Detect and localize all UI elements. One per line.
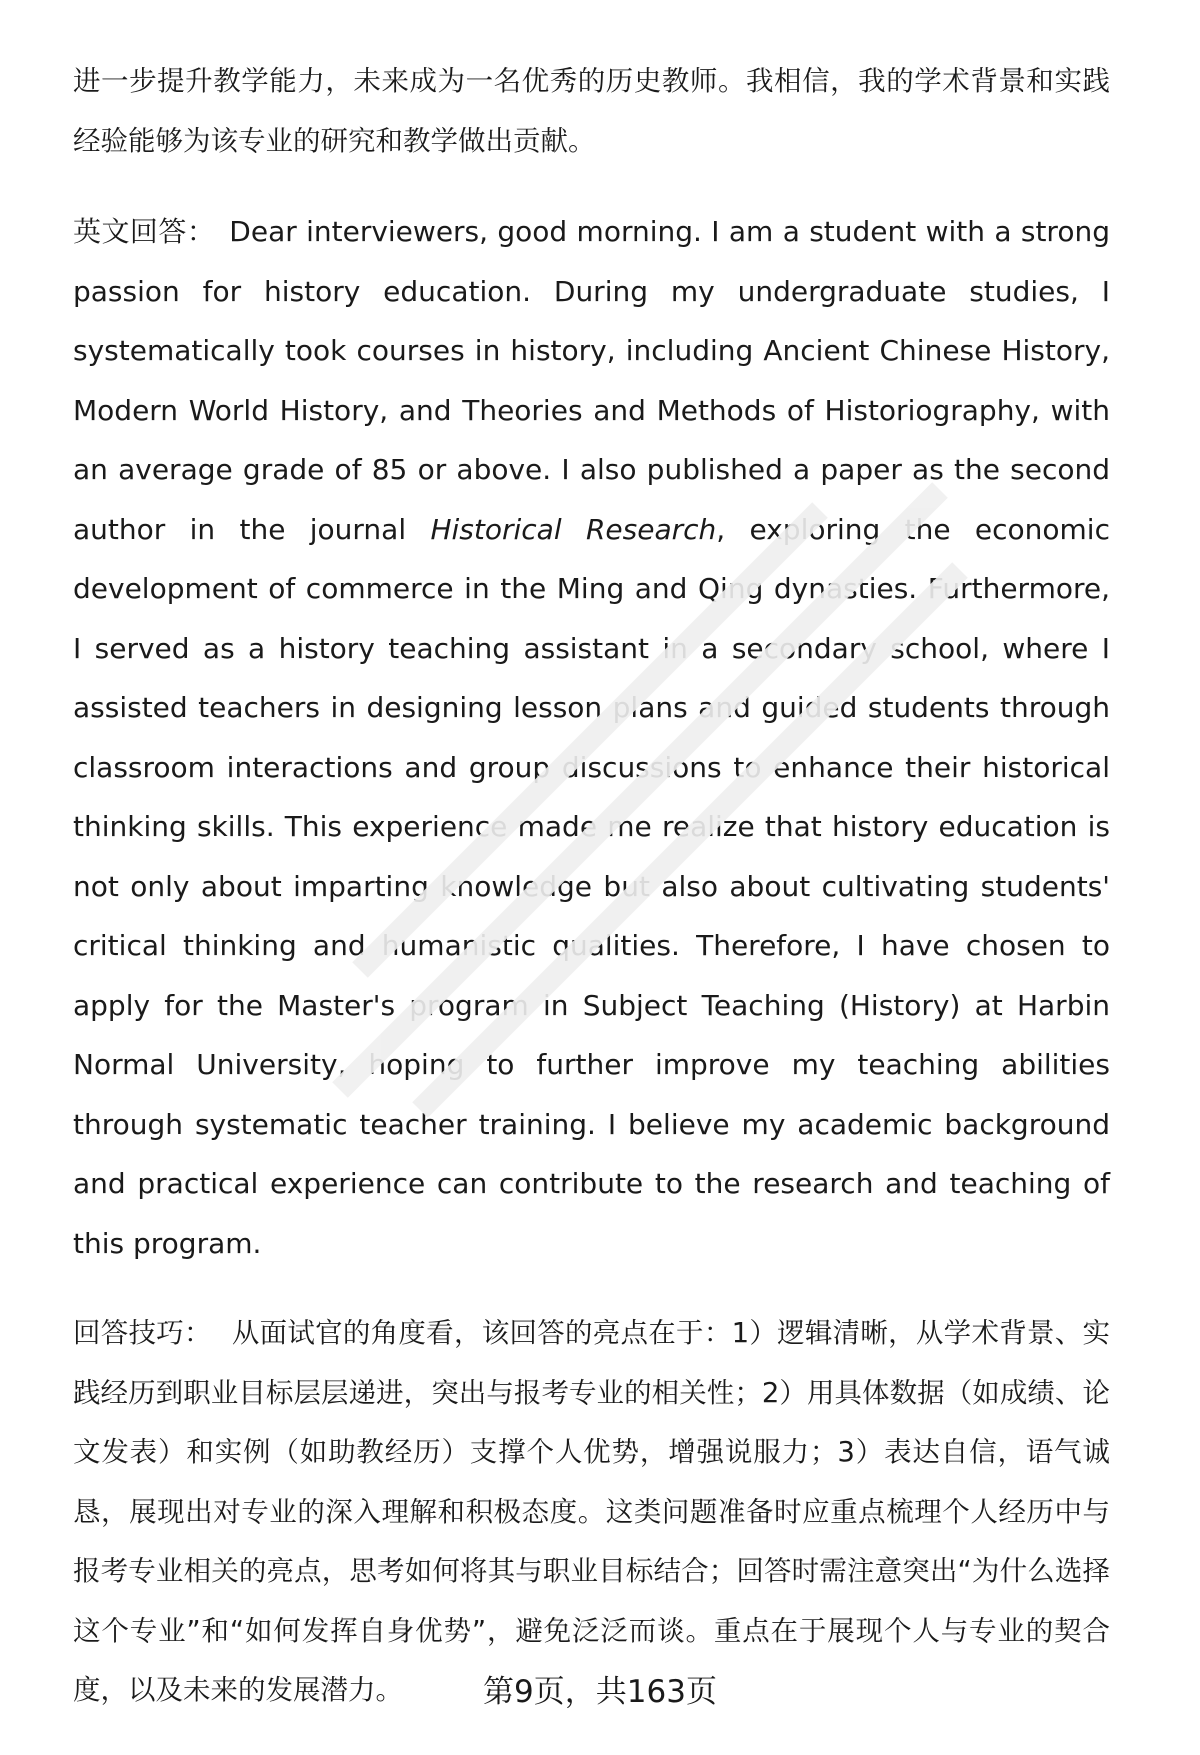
english-answer-paragraph (73, 202, 1110, 1273)
page-footer (0, 1670, 1200, 1714)
answer-tips-text: 从面试官的角度看，该回答的亮点在于：1）逻辑清晰，从学术背景、实践经历到职业目标层层递进，突出与报考专业的相关性；2）用具体数据（如成绩、论文发表）和实例（如助教经历）支撑个人优势，增强说服力；3）表达自信，语气诚恳，展现出对专业的深入理解和积极态度。这类问题准备时应重点梳理个人经历中与报考专业相关的亮点，思考如何将其与职业目标结合；回答时需注意突出“为什么选择这个专业”和“如何发挥自身优势”，避免泛泛而谈。重点在于展现个人与专业的契合度，以及未来的发展潜力。 (73, 1317, 1111, 1706)
english-answer-label: 英文回答： (73, 215, 216, 248)
intro-text: 进一步提升教学能力，未来成为一名优秀的历史教师。我相信，我的学术背景和实践经验能够为该专业的研究和教学做出贡献。 (73, 65, 1110, 157)
journal-title: Historical Research (430, 512, 717, 546)
page-number: 第9页，共163页 (483, 1674, 717, 1710)
intro-paragraph (73, 52, 1110, 171)
answer-tips-paragraph (73, 1304, 1110, 1721)
answer-tips-label: 回答技巧： (73, 1317, 212, 1349)
english-answer-text-part1: Dear interviewers, good morning. I am a student with a strong passion for history education. During my undergraduate studies, I systematically took courses in history, including Ancient Chinese History, Modern World History, and Theories and Methods of Historiography, with an average grade of 85 or above. I also published a paper as the second author in the journal (73, 215, 1110, 546)
english-answer-text-part2: , exploring the economic development of commerce in the Ming and Qing dynasties. Furthermore, I served as a history teaching assistant in a secondary school, where I assisted teachers in designing lesson plans and guided students through classroom interactions and group discussions to enhance their historical thinking skills. This experience made me realize that history education is not only about imparting knowledge but also about cultivating students' critical thinking and humanistic qualities. Therefore, I have chosen to apply for the Master's program in Subject Teaching (History) at Harbin Normal University, hoping to further improve my teaching abilities through systematic teacher training. I believe my academic background and practical experience can contribute to the research and teaching of this program. (73, 512, 1110, 1260)
